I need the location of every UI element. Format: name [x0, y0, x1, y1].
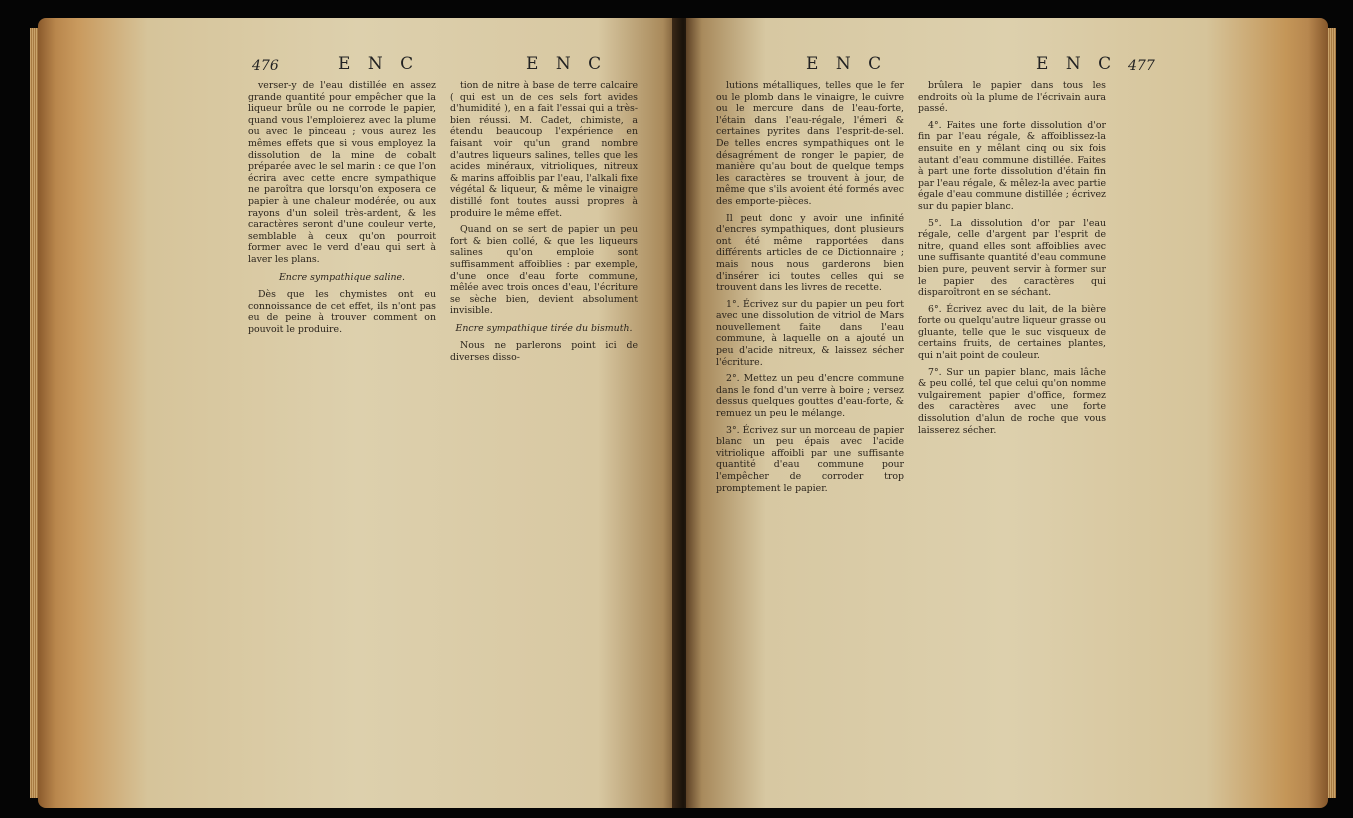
paragraph: Il peut donc y avoir une infinité d'encres sympathiques, dont plusieurs ont été même rapportées dans différents articles de ce Dictionnaire ; mais nous nous garderons bien d'insérer ici toutes celles qui se trouvent dans les livres de recette.	[716, 212, 904, 294]
right-running-head: E N C	[806, 54, 888, 74]
paragraph: brûlera le papier dans tous les endroits où la plume de l'écrivain aura passé.	[918, 80, 1106, 115]
paragraph: Quand on se sert de papier un peu fort & bien collé, & que les liqueurs salines qu'on emploie sont suffisamment affoiblies : par exemple, d'une once d'eau forte commune, mêlée avec trois onces d'eau, l'écriture se sèche bien, devient absolument invisible.	[450, 224, 638, 317]
left-folio: 476	[252, 58, 279, 74]
paragraph: 5°. La dissolution d'or par l'eau régale, celle d'argent par l'esprit de nitre, quand elles sont affoiblies avec une suffisante quantité d'eau commune bien pure, peuvent servir à former sur le papier des caractères qui disparoîtront en se séchant.	[918, 217, 1106, 299]
open-book	[38, 18, 1328, 808]
right-folio: 477	[1128, 58, 1155, 74]
paragraph: 4°. Faites une forte dissolution d'or fin par l'eau régale, & affoiblissez-la ensuite en y mêlant cinq ou six fois autant d'eau commune distillée. Faites à part une forte dissolution d'étain fin par l'eau régale, & mêlez-la avec partie égale d'eau commune distillée ; écrivez sur du papier blanc.	[918, 119, 1106, 212]
paragraph: 3°. Écrivez sur un morceau de papier blanc un peu épais avec l'acide vitriolique affoibli par une suffisante quantité d'eau commune pour l'empêcher de corroder trop promptement le papier.	[716, 424, 904, 494]
paragraph: lutions métalliques, telles que le fer ou le plomb dans le vinaigre, le cuivre ou le mercure dans de l'eau-forte, l'étain dans l'eau-régale, l'émeri & certaines pyrites dans l'esprit-de-sel. De telles encres sympathiques ont le désagrément de ronger le papier, de manière qu'au bout de quelque temps les caractères se trouvent à jour, de même que s'ils avoient été formés avec des emporte-pièces.	[716, 80, 904, 207]
left-running-head: E N C	[338, 54, 420, 74]
left-column-1	[248, 80, 436, 340]
paragraph: 1°. Écrivez sur du papier un peu fort avec une dissolution de vitriol de Mars nouvellement faite dans l'eau commune, à laquelle on a ajouté un peu d'acide nitreux, & laissez sécher l'écriture.	[716, 298, 904, 368]
left-running-head-2: E N C	[526, 54, 608, 74]
right-column-1	[716, 80, 904, 499]
right-column-2	[918, 80, 1106, 441]
paragraph: Nous ne parlerons point ici de diverses disso-	[450, 340, 638, 364]
section-title: Encre sympathique saline.	[278, 271, 406, 283]
left-column-2	[450, 80, 638, 369]
paragraph: 7°. Sur un papier blanc, mais lâche & peu collé, tel que celui qu'on nomme vulgairement papier d'office, formez des caractères avec une forte dissolution d'alun de roche que vous laisserez sécher.	[918, 366, 1106, 436]
paragraph: 2°. Mettez un peu d'encre commune dans le fond d'un verre à boire ; versez dessus quelques gouttes d'eau-forte, & remuez un peu le mélange.	[716, 373, 904, 420]
paragraph: tion de nitre à base de terre calcaire ( qui est un de ces sels fort avides d'humidité ), en a fait l'essai qui a très-bien réussi. M. Cadet, chimiste, a étendu beaucoup l'expérience en faisant voir qu'un grand nombre d'autres liqueurs salines, telles que les acides minéraux, vitrioliques, nitreux & marins affoiblis par l'eau, l'alkali fixe végétal & liqueur, & même le vinaigre distillé font toutes aussi propres à produire le même effet.	[450, 80, 638, 219]
section-title: Encre sympathique tirée du bismuth.	[455, 322, 633, 334]
paragraph: verser-y de l'eau distillée en assez grande quantité pour empêcher que la liqueur brûle ou ne corrode le papier, quand vous l'emploierez avec la plume ou avec le pinceau ; vous aurez les mêmes effets que si vous employez la dissolution de la mine de cobalt préparée avec le sel marin : ce que l'on écrira avec cette encre sympathique ne paroîtra que lorsqu'on exposera ce papier à une chaleur modérée, ou aux rayons d'un soleil très-ardent, & les caractères seront d'une couleur verte, semblable à ceux qu'on pourroit former avec le verd d'eau qui sert à laver les plans.	[248, 80, 436, 265]
left-page	[38, 18, 680, 808]
paragraph: Dès que les chymistes ont eu connoissance de cet effet, ils n'ont pas eu de peine à trouver comment on pouvoit le produire.	[248, 289, 436, 335]
paragraph: 6°. Écrivez avec du lait, de la bière forte ou quelqu'autre liqueur grasse ou gluante, telle que le suc visqueux de certains fruits, de certaines plantes, qui n'ait point de couleur.	[918, 303, 1106, 362]
right-running-head-2: E N C	[1036, 54, 1118, 74]
right-page	[686, 18, 1328, 808]
